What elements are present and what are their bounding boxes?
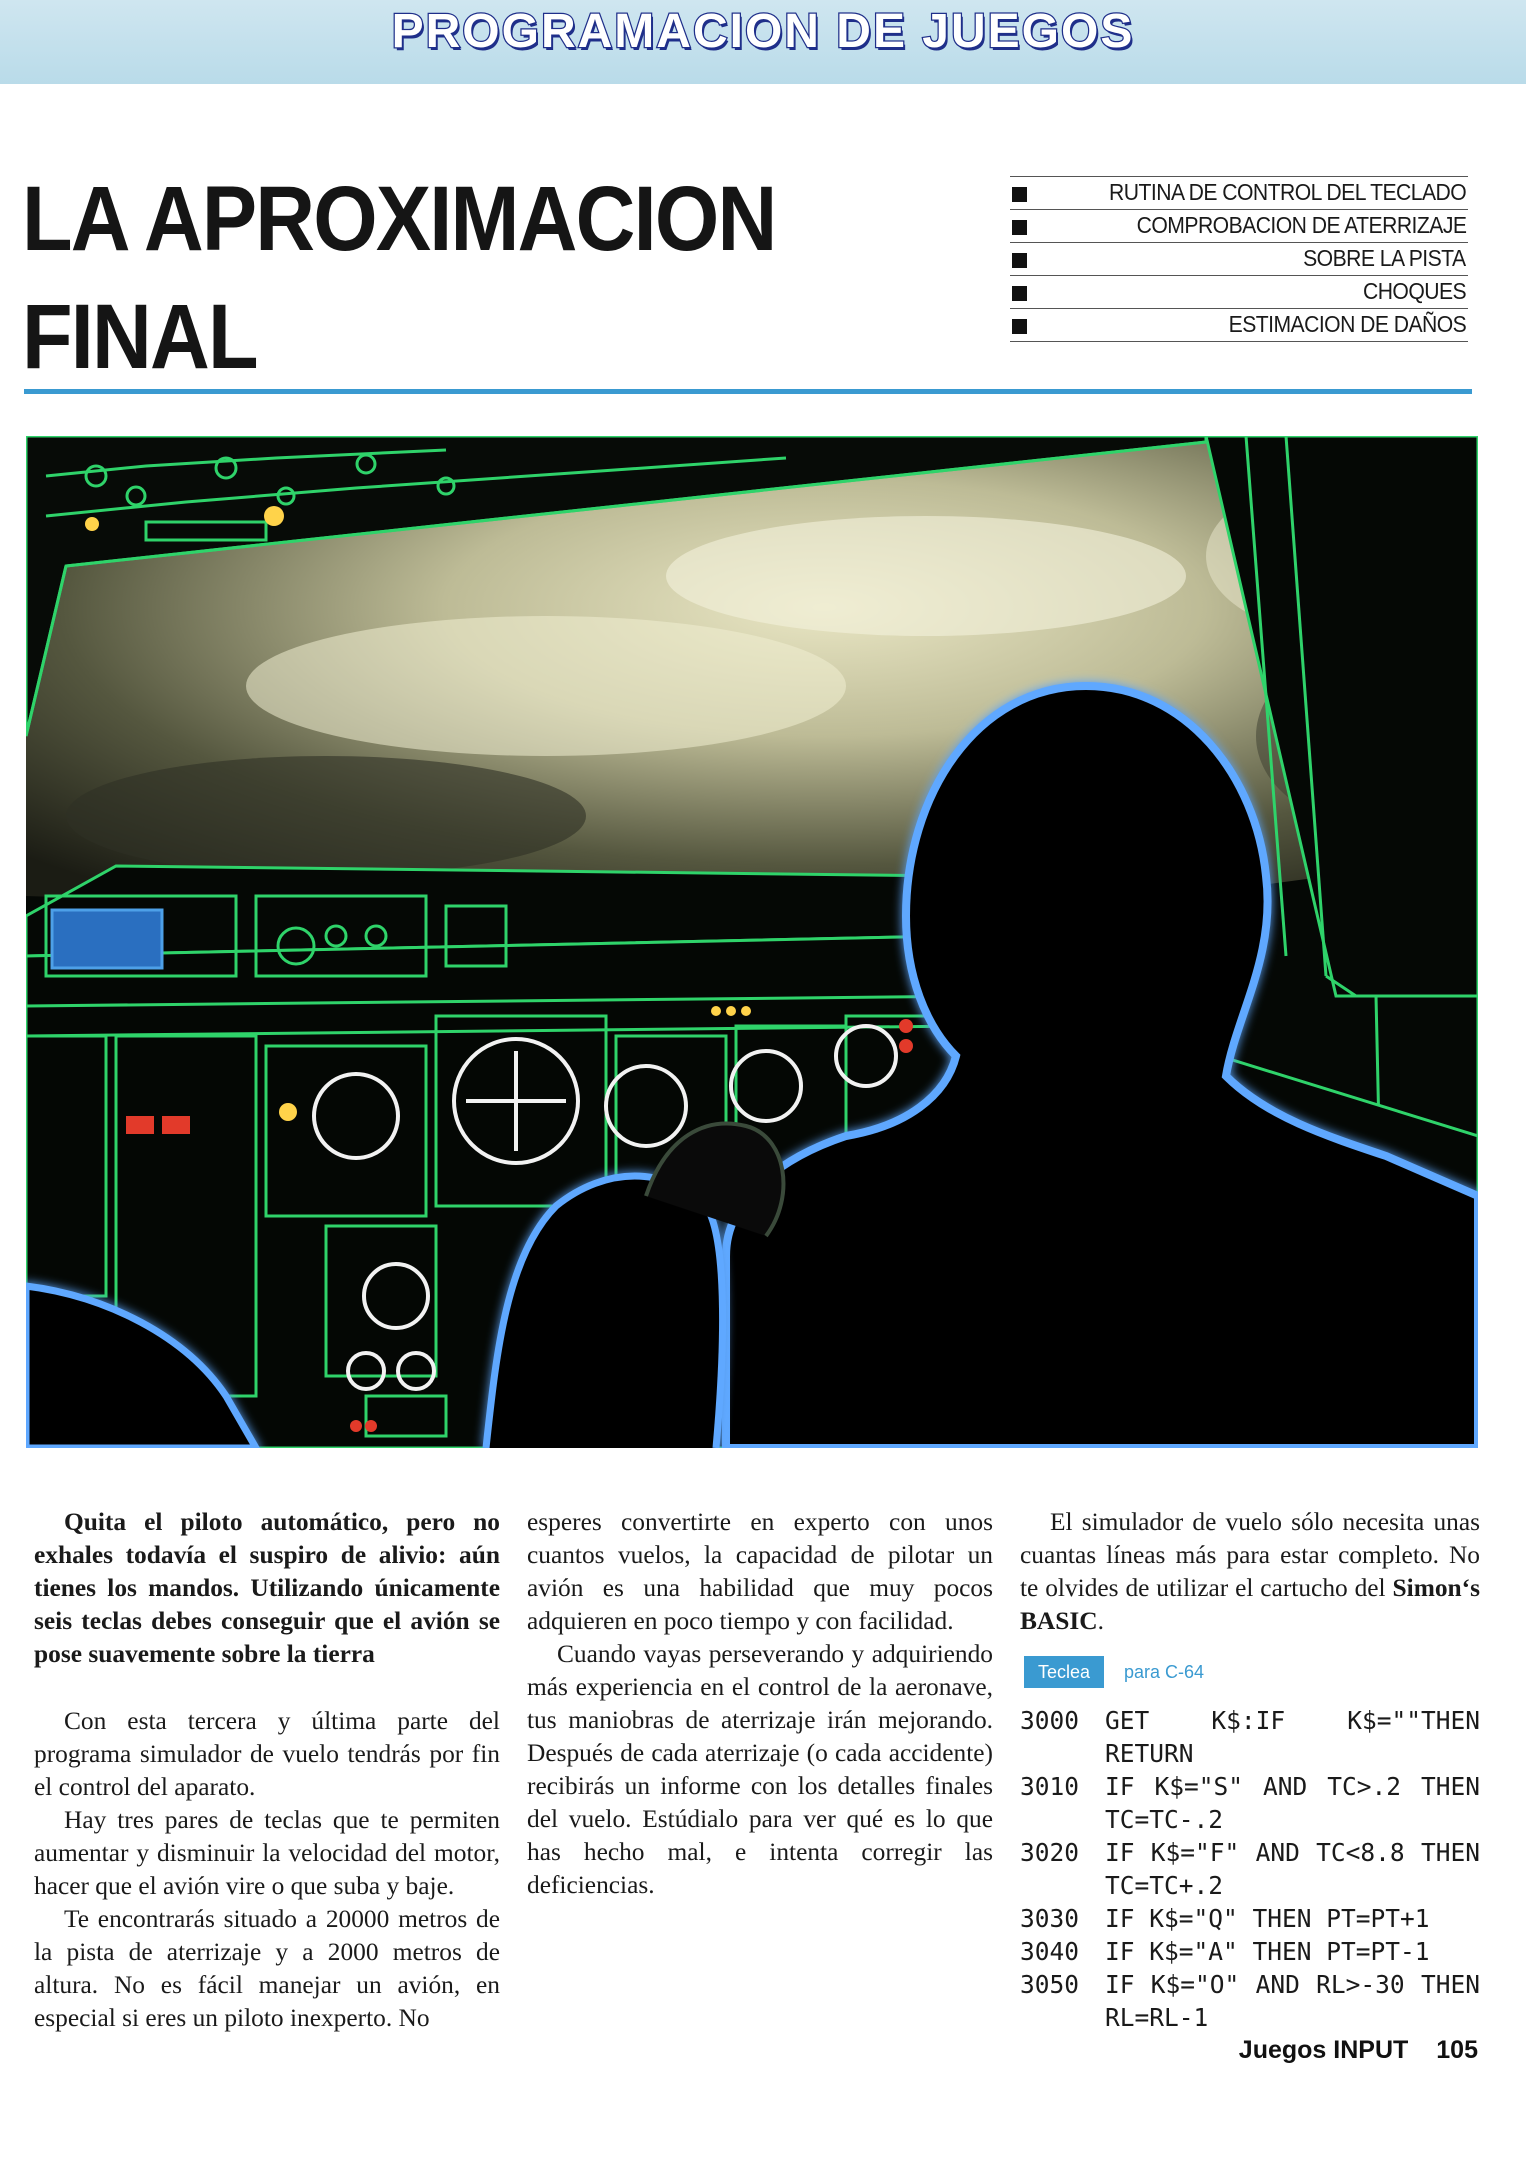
bullet-icon — [1012, 319, 1027, 334]
cockpit-illustration — [26, 436, 1478, 1448]
text-column-1 — [34, 1506, 500, 2035]
bullet-icon — [1012, 220, 1027, 235]
text-column-2 — [527, 1506, 993, 1902]
topic-item: RUTINA DE CONTROL DEL TECLADO — [1010, 176, 1468, 209]
body-paragraph: Cuando vayas perseverando y adquiriendo más experiencia en el control de la aeronave, tus maniobras de aterrizaje irán mejorando. Después de cada aterrizaje (o cada accidente) recibirás un informe con los detalles finales del vuelo. Estúdialo para ver qué es lo que has hecho mal, e intenta corregir las deficiencias. — [527, 1640, 993, 1899]
code-statement: IF K$="Q" THEN PT=PT+1 — [1105, 1904, 1430, 1933]
topic-item: SOBRE LA PISTA — [1010, 242, 1468, 275]
topic-item: COMPROBACION DE ATERRIZAJE — [1010, 209, 1468, 242]
title-divider — [24, 389, 1472, 394]
body-paragraph — [1020, 1506, 1480, 1638]
software-name: Simon‘s BASIC — [1020, 1574, 1480, 1635]
line-number: 3040 — [1020, 1937, 1080, 1966]
topic-item: CHOQUES — [1010, 275, 1468, 308]
body-paragraph: Te encontrarás situado a 20000 metros de la pista de aterrizaje y a 2000 metros de altura. No es fácil manejar un avión, en especial si eres un piloto inexperto. No — [34, 1905, 500, 2032]
title-line-1: LA APROXIMACION — [22, 168, 776, 270]
code-line — [1020, 1935, 1480, 1968]
body-paragraph-continued: esperes convertirte en experto con unos cuantos vuelos, la capacidad de pilotar un avión es una habilidad que muy pocos adquieren en poco tiempo y con facilidad. — [527, 1508, 993, 1635]
bullet-icon — [1012, 253, 1027, 268]
line-number: 3000 — [1020, 1706, 1080, 1735]
section-title: PROGRAMACION DE JUEGOS — [391, 5, 1135, 58]
code-statement: IF K$="A" THEN PT=PT-1 — [1105, 1937, 1430, 1966]
topic-item: ESTIMACION DE DAÑOS — [1010, 308, 1468, 342]
code-listing — [1020, 1704, 1495, 2034]
code-line — [1020, 1770, 1495, 1836]
article-title — [22, 160, 775, 396]
magazine-name: Juegos INPUT — [1238, 2036, 1409, 2064]
code-statement: IF K$="O" AND RL>-30 THEN RL=RL-1 — [1105, 1970, 1495, 2032]
page-number: 105 — [1436, 2036, 1478, 2064]
code-statement: IF K$="F" AND TC<8.8 THEN TC=TC+.2 — [1105, 1838, 1495, 1900]
body-paragraph: Con esta tercera y última parte del programa simulador de vuelo tendrás por fin el control del aparato. — [34, 1707, 500, 1801]
line-number: 3050 — [1020, 1970, 1080, 1999]
code-line — [1020, 1968, 1495, 2034]
code-line — [1020, 1836, 1495, 1902]
bullet-icon — [1012, 187, 1027, 202]
type-badge: Teclea — [1024, 1656, 1104, 1688]
topic-list — [1010, 176, 1468, 342]
bullet-icon — [1012, 286, 1027, 301]
body-text: El simulador de vuelo sólo necesita unas cuantas líneas más para estar completo. No te olvides de utilizar el cartucho del — [1020, 1508, 1480, 1602]
line-number: 3030 — [1020, 1904, 1080, 1933]
platform-note: para C-64 — [1124, 1662, 1205, 1682]
code-line — [1020, 1704, 1495, 1770]
body-text: . — [1097, 1607, 1104, 1635]
lead-paragraph: Quita el piloto automático, pero no exhales todavía el suspiro de alivio: aún tienes los mandos. Utilizando únicamente seis teclas debes conseguir que el avión se pose suavemente sobre la tierra — [34, 1508, 500, 1668]
line-number: 3010 — [1020, 1772, 1080, 1801]
section-banner — [0, 0, 1526, 84]
text-column-3 — [1020, 1506, 1495, 2034]
code-line — [1020, 1902, 1480, 1935]
title-line-2: FINAL — [22, 286, 257, 388]
page-footer — [1239, 2036, 1478, 2065]
body-paragraph: Hay tres pares de teclas que te permiten aumentar y disminuir la velocidad del motor, hacer que el avión vire o que suba y baje. — [34, 1806, 500, 1900]
code-statement: IF K$="S" AND TC>.2 THEN TC=TC-.2 — [1105, 1772, 1495, 1834]
line-number: 3020 — [1020, 1838, 1080, 1867]
code-header — [1020, 1656, 1480, 1694]
code-statement: GET K$:IF K$=""THEN RETURN — [1105, 1706, 1495, 1768]
